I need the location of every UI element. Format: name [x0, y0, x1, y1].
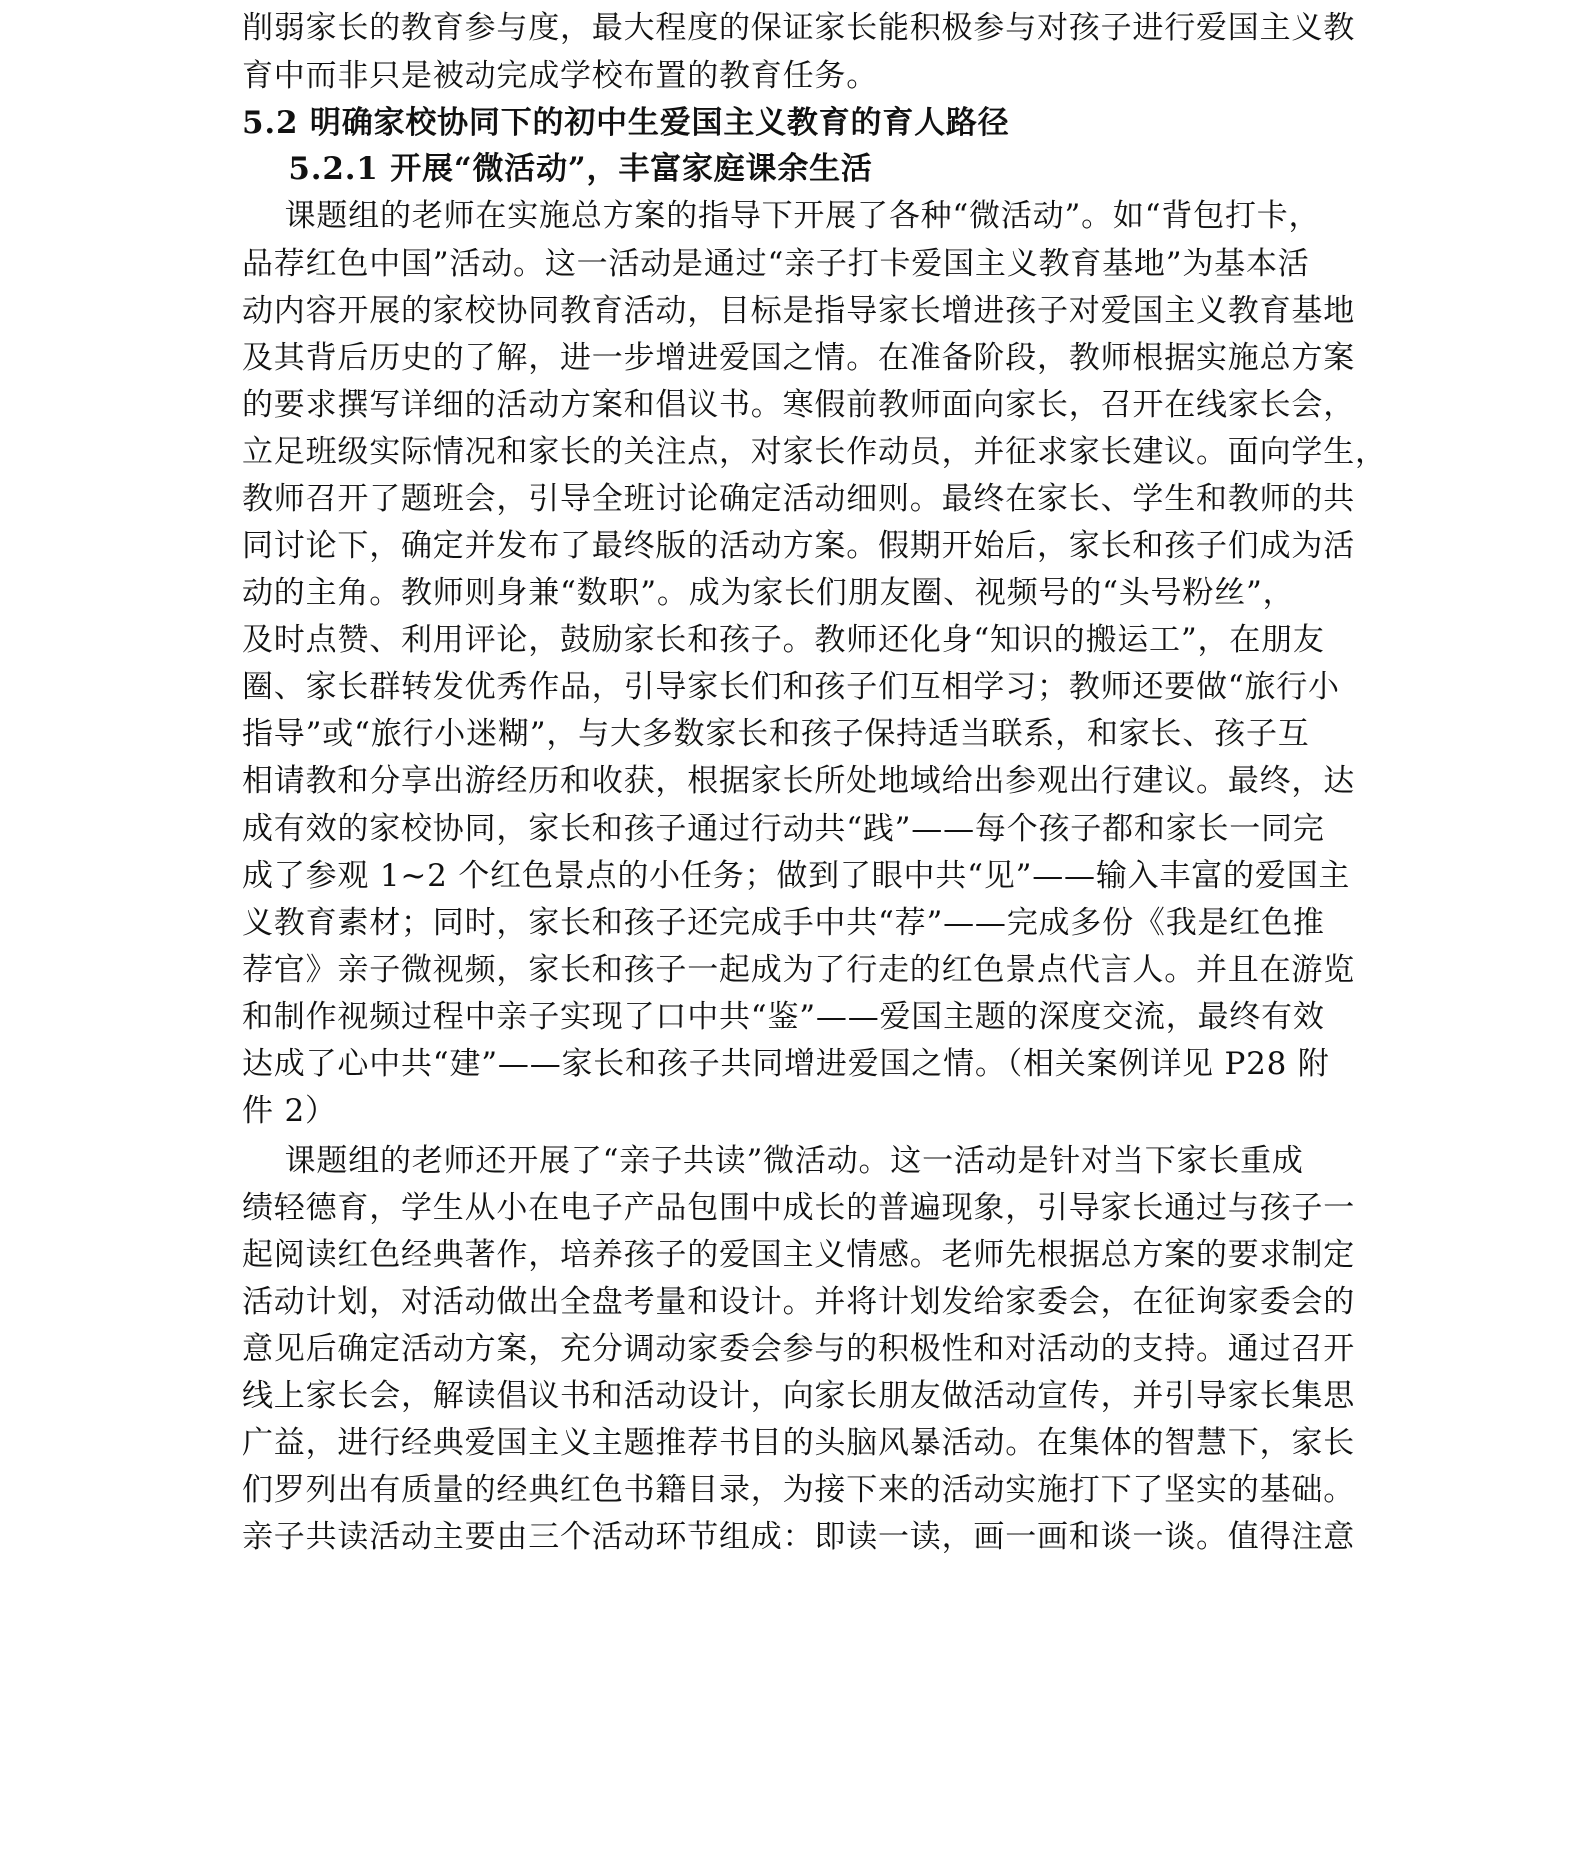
text-line: 意见后确定活动方案，充分调动家委会参与的积极性和对活动的支持。通过召开 [242, 1331, 1355, 1367]
text-line: 动的主角。教师则身兼“数职”。成为家长们朋友圈、视频号的“头号粉丝”， [242, 575, 1295, 611]
text-line: 动内容开展的家校协同教育活动，目标是指导家长增进孩子对爱国主义教育基地 [242, 293, 1355, 329]
text-line: 立足班级实际情况和家长的关注点，对家长作动员，并征求家长建议。面向学生， [242, 434, 1387, 470]
text-line: 件 2） [242, 1093, 337, 1129]
text-line: 荐官》亲子微视频，家长和孩子一起成为了行走的红色景点代言人。并且在游览 [242, 952, 1355, 988]
text-line: 和制作视频过程中亲子实现了口中共“鉴”——爱国主题的深度交流，最终有效 [242, 999, 1325, 1035]
text-line: 教师召开了题班会，引导全班讨论确定活动细则。最终在家长、学生和教师的共 [242, 481, 1355, 517]
text-line: 成了参观 1~2 个红色景点的小任务；做到了眼中共“见”——输入丰富的爱国主 [242, 858, 1351, 894]
text-line: 亲子共读活动主要由三个活动环节组成：即读一读，画一画和谈一谈。值得注意 [242, 1519, 1355, 1555]
text-line: 成有效的家校协同，家长和孩子通过行动共“践”——每个孩子都和家长一同完 [242, 811, 1325, 847]
text-line: 义教育素材；同时，家长和孩子还完成手中共“荐”——完成多份《我是红色推 [242, 905, 1325, 941]
text-line: 指导”或“旅行小迷糊”，与大多数家长和孩子保持适当联系，和家长、孩子互 [242, 716, 1310, 752]
text-line: 活动计划，对活动做出全盘考量和设计。并将计划发给家委会，在征询家委会的 [242, 1284, 1355, 1320]
text-line: 课题组的老师还开展了“亲子共读”微活动。这一活动是针对当下家长重成 [242, 1143, 1304, 1179]
text-line: 育中而非只是被动完成学校布置的教育任务。 [242, 58, 878, 94]
section-heading: 5.2 明确家校协同下的初中生爱国主义教育的育人路径 [242, 105, 1010, 141]
text-line: 达成了心中共“建”——家长和孩子共同增进爱国之情。（相关案例详见 P28 附 [242, 1046, 1330, 1082]
text-line: 同讨论下，确定并发布了最终版的活动方案。假期开始后，家长和孩子们成为活 [242, 528, 1355, 564]
text-line: 们罗列出有质量的经典红色书籍目录，为接下来的活动实施打下了坚实的基础。 [242, 1472, 1355, 1508]
text-line: 削弱家长的教育参与度，最大程度的保证家长能积极参与对孩子进行爱国主义教 [242, 10, 1355, 46]
text-line: 线上家长会，解读倡议书和活动设计，向家长朋友做活动宣传，并引导家长集思 [242, 1378, 1355, 1414]
text-line: 绩轻德育，学生从小在电子产品包围中成长的普遍现象，引导家长通过与孩子一 [242, 1190, 1355, 1226]
text-line: 及时点赞、利用评论，鼓励家长和孩子。教师还化身“知识的搬运工”，在朋友 [242, 622, 1325, 658]
text-line: 及其背后历史的了解，进一步增进爱国之情。在准备阶段，教师根据实施总方案 [242, 340, 1355, 376]
text-line: 相请教和分享出游经历和收获，根据家长所处地域给出参观出行建议。最终，达 [242, 763, 1355, 799]
text-line: 的要求撰写详细的活动方案和倡议书。寒假前教师面向家长，召开在线家长会， [242, 387, 1355, 423]
text-line: 品荐红色中国”活动。这一活动是通过“亲子打卡爱国主义教育基地”为基本活 [242, 246, 1310, 282]
text-line: 广益，进行经典爱国主义主题推荐书目的头脑风暴活动。在集体的智慧下，家长 [242, 1425, 1355, 1461]
text-line: 起阅读红色经典著作，培养孩子的爱国主义情感。老师先根据总方案的要求制定 [242, 1237, 1355, 1273]
subsection-heading: 5.2.1 开展“微活动”，丰富家庭课余生活 [242, 151, 873, 187]
text-line: 课题组的老师在实施总方案的指导下开展了各种“微活动”。如“背包打卡， [242, 198, 1321, 234]
text-line: 圈、家长群转发优秀作品，引导家长们和孩子们互相学习；教师还要做“旅行小 [242, 669, 1340, 705]
